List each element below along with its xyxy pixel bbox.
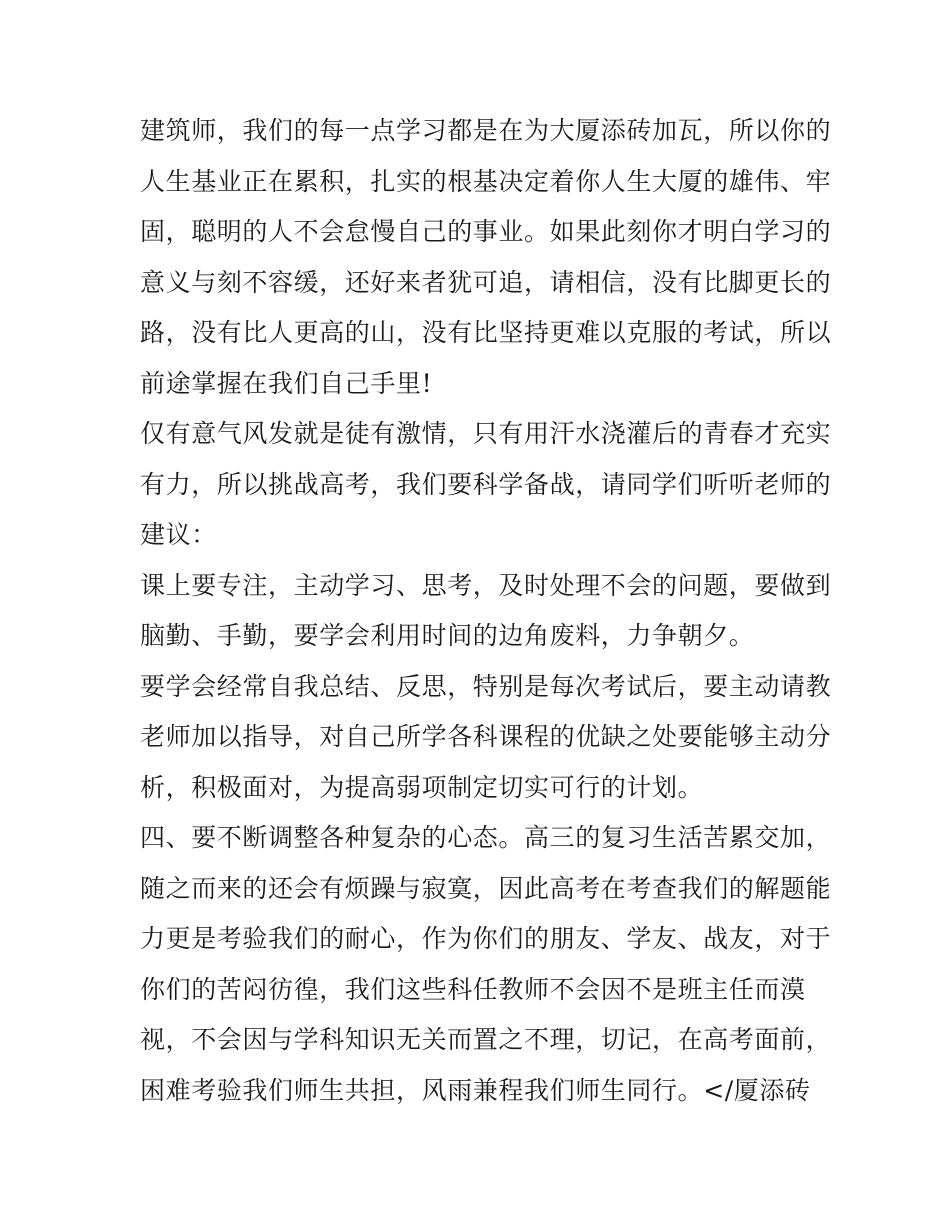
text-line: 人生基业正在累积，扎实的根基决定着你人生大厦的雄伟、牢 <box>140 166 832 196</box>
text-line: 有力，所以挑战高考，我们要科学备战，请同学们听听老师的 <box>140 469 832 499</box>
text-line: 固，聪明的人不会怠慢自己的事业。如果此刻你才明白学习的 <box>140 217 832 246</box>
text-line: 你们的苦闷彷徨，我们这些科任教师不会因不是班主任而漠 <box>140 974 806 1004</box>
text-line: 老师加以指导，对自己所学各科课程的优缺之处要能够主动分 <box>140 722 832 751</box>
text-line: 前途掌握在我们自己手里! <box>140 368 433 398</box>
text-line: 路，没有比人更高的山，没有比坚持更难以克服的考试，所以 <box>140 318 832 347</box>
text-line: 建筑师，我们的每一点学习都是在为大厦添砖加瓦，所以你的 <box>140 116 832 145</box>
text-line: 课上要专注，主动学习、思考，及时处理不会的问题，要做到 <box>140 570 832 600</box>
text-line: 析，积极面对，为提高弱项制定切实可行的计划。 <box>140 772 704 802</box>
text-line: 视，不会因与学科知识无关而置之不理，切记，在高考面前， <box>140 1025 832 1054</box>
document-body <box>140 106 832 1116</box>
text-line: 脑勤、手勤，要学会利用时间的边角废料，力争朝夕。 <box>140 621 755 650</box>
text-line: 四、要不断调整各种复杂的心态。高三的复习生活苦累交加， <box>140 823 832 852</box>
text-line: 力更是考验我们的耐心，作为你们的朋友、学友、战友，对于 <box>140 924 832 953</box>
text-line: 要学会经常自我总结、反思，特别是每次考试后，要主动请教 <box>140 671 832 701</box>
text-line: 建议： <box>140 520 217 549</box>
text-line: 仅有意气风发就是徒有激情，只有用汗水浇灌后的青春才充实 <box>140 419 832 448</box>
text-line: 意义与刻不容缓，还好来者犹可追，请相信，没有比脚更长的 <box>140 267 832 297</box>
text-line: 随之而来的还会有烦躁与寂寞，因此高考在考查我们的解题能 <box>140 873 832 903</box>
text-line: 困难考验我们师生共担，风雨兼程我们师生同行。</厦添砖 <box>140 1075 811 1105</box>
